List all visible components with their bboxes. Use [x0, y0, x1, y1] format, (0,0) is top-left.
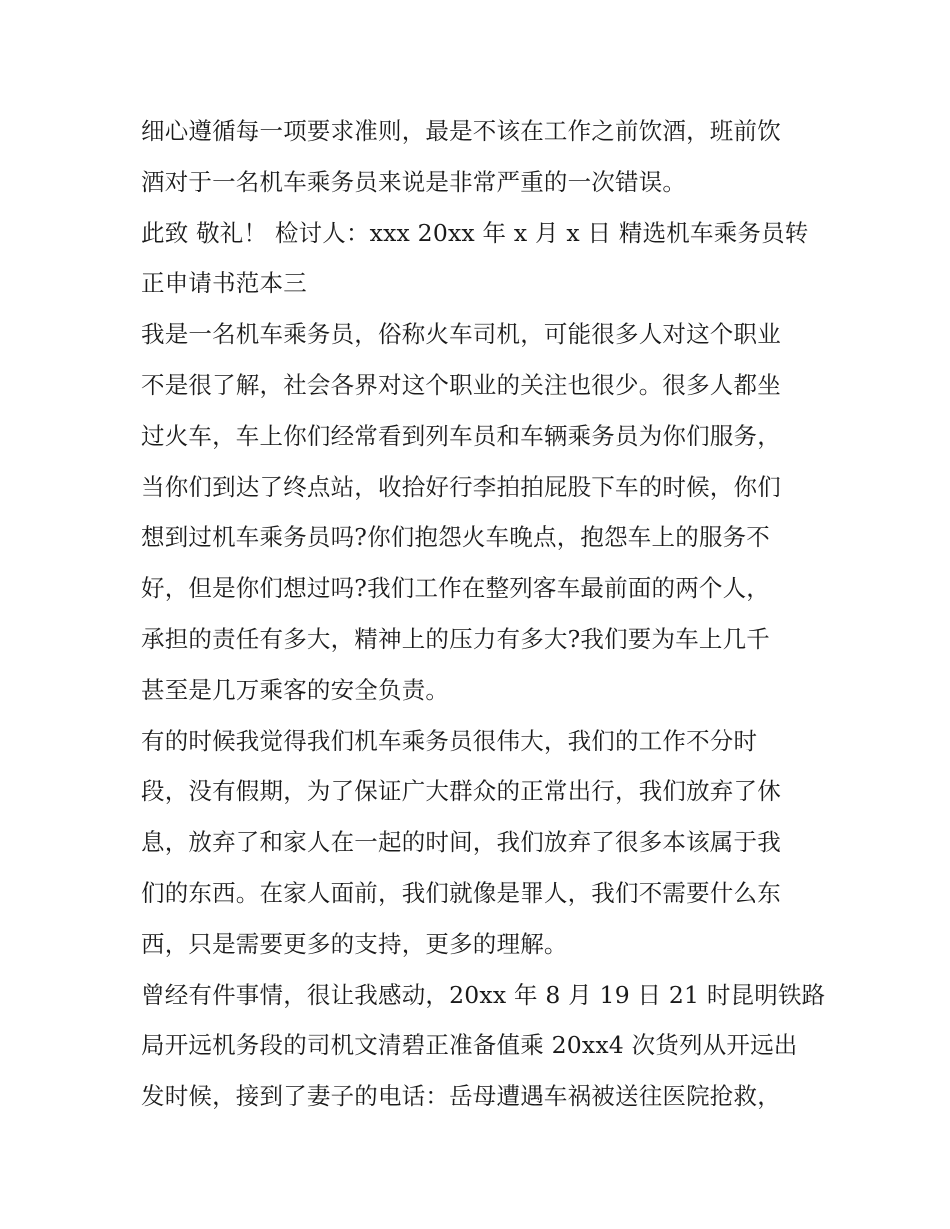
text-line: 西，只是需要更多的支持，更多的理解。: [141, 929, 568, 958]
text-line: 我是一名机车乘务员，俗称火车司机，可能很多人对这个职业: [141, 320, 781, 349]
text-line: 承担的责任有多大，精神上的压力有多大?我们要为车上几千: [141, 624, 770, 653]
text-line: 想到过机车乘务员吗?你们抱怨火车晚点，抱怨车上的服务不: [141, 523, 770, 552]
document-body: [141, 106, 826, 1122]
text-line: 有的时候我觉得我们机车乘务员很伟大，我们的工作不分时: [141, 726, 758, 755]
text-line: 段，没有假期，为了保证广大群众的正常出行，我们放弃了休: [141, 777, 781, 806]
text-line: 甚至是几万乘客的安全负责。: [141, 675, 450, 704]
text-line: 们的东西。在家人面前，我们就像是罪人，我们不需要什么东: [141, 878, 781, 907]
text-line: 息，放弃了和家人在一起的时间，我们放弃了很多本该属于我: [141, 828, 781, 857]
text-line: 不是很了解，社会各界对这个职业的关注也很少。很多人都坐: [141, 370, 781, 399]
text-line: 过火车，车上你们经常看到列车员和车辆乘务员为你们服务，: [141, 421, 781, 450]
text-line: 当你们到达了终点站，收拾好行李拍拍屁股下车的时候，你们: [141, 472, 781, 501]
text-line: 此致 敬礼！ 检讨人：xxx 20xx 年 x 月 x 日 精选机车乘务员转: [141, 218, 809, 247]
text-line: 好，但是你们想过吗?我们工作在整列客车最前面的两个人，: [141, 574, 770, 603]
text-line: 局开远机务段的司机文清碧正准备值乘 20xx4 次货列从开远出: [141, 1031, 798, 1060]
text-line: 曾经有件事情，很让我感动，20xx 年 8 月 19 日 21 时昆明铁路: [141, 980, 826, 1009]
text-line: 正申请书范本三: [141, 269, 307, 298]
text-line: 酒对于一名机车乘务员来说是非常严重的一次错误。: [141, 167, 687, 196]
text-line: 细心遵循每一项要求准则，最是不该在工作之前饮酒，班前饮: [141, 117, 781, 145]
text-line: 发时候，接到了妻子的电话：岳母遭遇车祸被送往医院抢救，: [141, 1082, 781, 1111]
